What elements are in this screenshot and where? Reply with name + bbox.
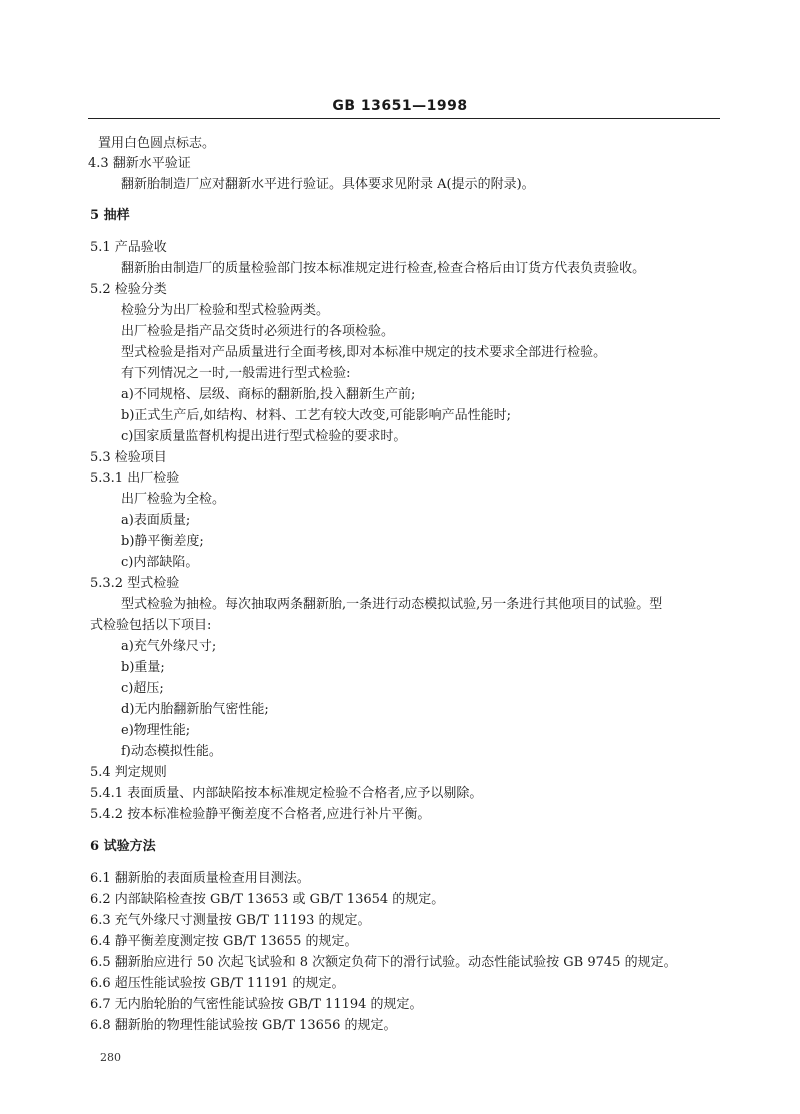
text-line: 翻新胎由制造厂的质量检验部门按本标准规定进行检查,检查合格后由订货方代表负责验收。 — [121, 261, 646, 276]
text-line: 型式检验为抽检。每次抽取两条翻新胎,一条进行动态模拟试验,另一条进行其他项目的试验。型 — [121, 597, 663, 612]
text-line: b)正式生产后,如结构、材料、工艺有较大改变,可能影响产品性能时; — [121, 408, 512, 423]
text-line: 5.4.2 按本标准检验静平衡差度不合格者,应进行补片平衡。 — [90, 807, 431, 822]
text-line: 6.4 静平衡差度测定按 GB/T 13655 的规定。 — [90, 934, 358, 949]
text-line: b)静平衡差度; — [121, 534, 204, 549]
text-line: c)内部缺陷。 — [121, 555, 199, 570]
text-line: 有下列情况之一时,一般需进行型式检验: — [121, 366, 351, 381]
text-line: 5.4 判定规则 — [90, 765, 167, 780]
page-number: 280 — [100, 1051, 121, 1064]
text-line: 6.3 充气外缘尺寸测量按 GB/T 11193 的规定。 — [90, 913, 371, 928]
text-line: a)不同规格、层级、商标的翻新胎,投入翻新生产前; — [121, 387, 416, 402]
text-line: 5.3 检验项目 — [90, 450, 167, 465]
document-header: GB 13651—1998 — [332, 98, 468, 114]
text-line: 6.5 翻新胎应进行 50 次起飞试验和 8 次额定负荷下的滑行试验。动态性能试验按 GB 9745 的规定。 — [90, 955, 677, 970]
text-line: 型式检验是指对产品质量进行全面考核,即对本标准中规定的技术要求全部进行检验。 — [121, 345, 607, 360]
text-line: 出厂检验为全检。 — [121, 492, 226, 507]
text-line: 4.3 翻新水平验证 — [88, 156, 191, 171]
text-line: f)动态模拟性能。 — [121, 744, 222, 759]
text-line: 6.6 超压性能试验按 GB/T 11191 的规定。 — [90, 976, 345, 991]
header-rule — [88, 118, 720, 119]
text-line: 5.3.2 型式检验 — [90, 576, 180, 591]
text-line: d)无内胎翻新胎气密性能; — [121, 702, 269, 717]
text-line: 5.2 检验分类 — [90, 282, 167, 297]
section-heading: 6 试验方法 — [90, 839, 156, 854]
text-line: 6.7 无内胎轮胎的气密性能试验按 GB/T 11194 的规定。 — [90, 997, 423, 1012]
text-line: 置用白色圆点标志。 — [98, 136, 216, 151]
text-line: 6.1 翻新胎的表面质量检查用目测法。 — [90, 871, 310, 886]
text-line: 式检验包括以下项目: — [90, 618, 212, 633]
text-line: 5.4.1 表面质量、内部缺陷按本标准规定检验不合格者,应予以剔除。 — [90, 786, 483, 801]
section-heading: 5 抽样 — [90, 208, 130, 223]
text-line: c)超压; — [121, 681, 164, 696]
text-line: a)表面质量; — [121, 513, 191, 528]
text-line: 检验分为出厂检验和型式检验两类。 — [121, 303, 330, 318]
text-line: c)国家质量监督机构提出进行型式检验的要求时。 — [121, 429, 407, 444]
text-line: 6.8 翻新胎的物理性能试验按 GB/T 13656 的规定。 — [90, 1018, 397, 1033]
text-line: 6.2 内部缺陷检查按 GB/T 13653 或 GB/T 13654 的规定。 — [90, 892, 445, 907]
text-line: 出厂检验是指产品交货时必须进行的各项检验。 — [121, 324, 395, 339]
text-line: 5.3.1 出厂检验 — [90, 471, 180, 486]
text-line: e)物理性能; — [121, 723, 191, 738]
text-line: b)重量; — [121, 660, 165, 675]
text-line: 5.1 产品验收 — [90, 240, 167, 255]
text-line: a)充气外缘尺寸; — [121, 639, 217, 654]
text-line: 翻新胎制造厂应对翻新水平进行验证。具体要求见附录 A(提示的附录)。 — [121, 177, 535, 192]
